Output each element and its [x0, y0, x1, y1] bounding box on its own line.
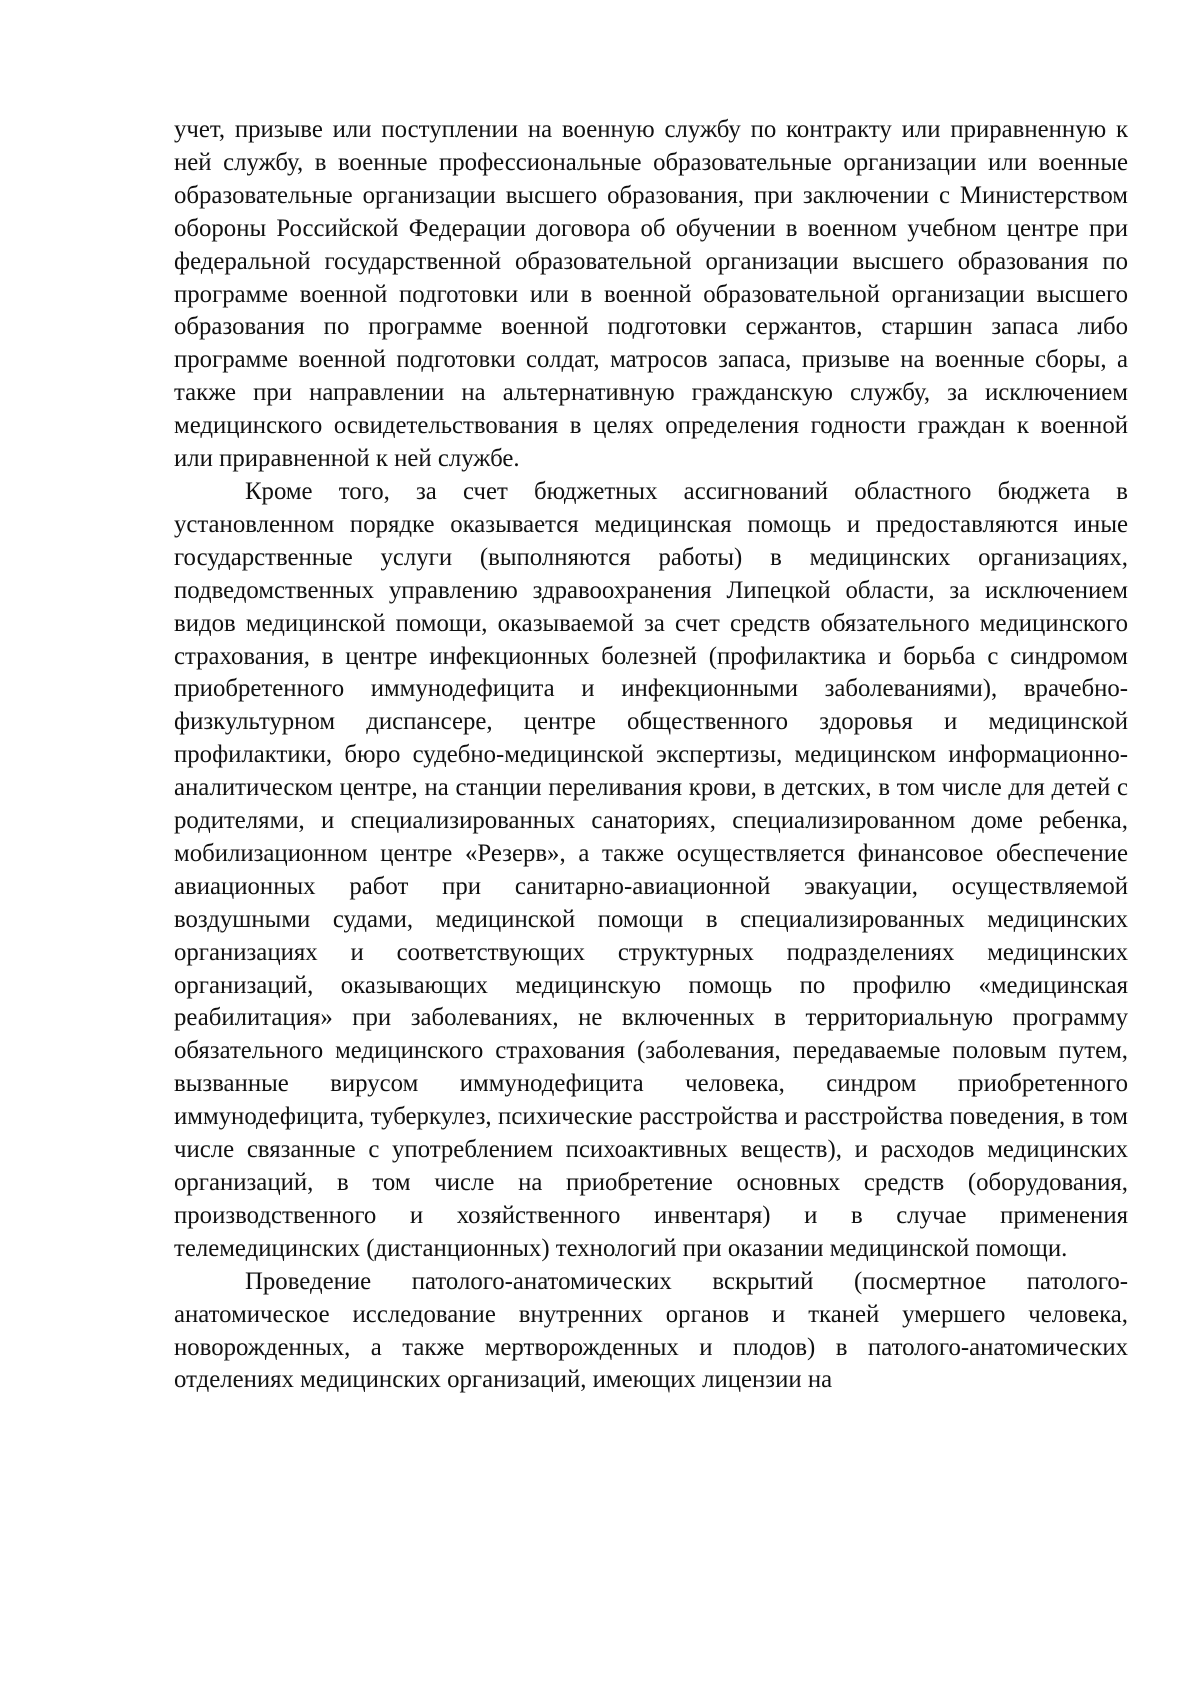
paragraph-3: Проведение патолого-анатомических вскрытий (посмертное патолого-анатомическое исследование внутренних органов и тканей умершего человека, новорожденных, а также мертворожденных и плодов) в патолого-анатомических отделениях медицинских организаций, имеющих лицензии на: [174, 1267, 1128, 1394]
document-body: [174, 114, 1128, 1397]
paragraph-1: учет, призыве или поступлении на военную службу по контракту или приравненную к ней службу, в военные профессиональные образовательные организации или военные образовательные организации высшего образования, при заключении с Министерством обороны Российской Федерации договора об обучении в военном учебном центре при федеральной государственной образовательной организации высшего образования по программе военной подготовки или в военной образовательной организации высшего образования по программе военной подготовки сержантов, старшин запаса либо программе военной подготовки солдат, матросов запаса, призыве на военные сборы, а также при направлении на альтернативную гражданскую службу, за исключением медицинского освидетельствования в целях определения годности граждан к военной или приравненной к ней службе.: [174, 116, 1128, 473]
paragraph-2: Кроме того, за счет бюджетных ассигнований областного бюджета в установленном порядке оказывается медицинская помощь и предоставляются иные государственные услуги (выполняются работы) в медицинских организациях, подведомственных управлению здравоохранения Липецкой области, за исключением видов медицинской помощи, оказываемой за счет средств обязательного медицинского страхования, в центре инфекционных болезней (профилактика и борьба с синдромом приобретенного иммунодефицита и инфекционными заболеваниями), врачебно-физкультурном диспансере, центре общественного здоровья и медицинской профилактики, бюро судебно-медицинской экспертизы, медицинском информационно-аналитическом центре, на станции переливания крови, в детских, в том числе для детей с родителями, и специализированных санаториях, специализированном доме ребенка, мобилизационном центре «Резерв», а также осуществляется финансовое обеспечение авиационных работ при санитарно-авиационной эвакуации, осуществляемой воздушными судами, медицинской помощи в специализированных медицинских организациях и соответствующих структурных подразделениях медицинских организаций, оказывающих медицинскую помощь по профилю «медицинская реабилитация» при заболеваниях, не включенных в территориальную программу обязательного медицинского страхования (заболевания, передаваемые половым путем, вызванные вирусом иммунодефицита человека, синдром приобретенного иммунодефицита, туберкулез, психические расстройства и расстройства поведения, в том числе связанные с употреблением психоактивных веществ), и расходов медицинских организаций, в том числе на приобретение основных средств (оборудования, производственного и хозяйственного инвентаря) и в случае применения телемедицинских (дистанционных) технологий при оказании медицинской помощи.: [174, 477, 1128, 1262]
